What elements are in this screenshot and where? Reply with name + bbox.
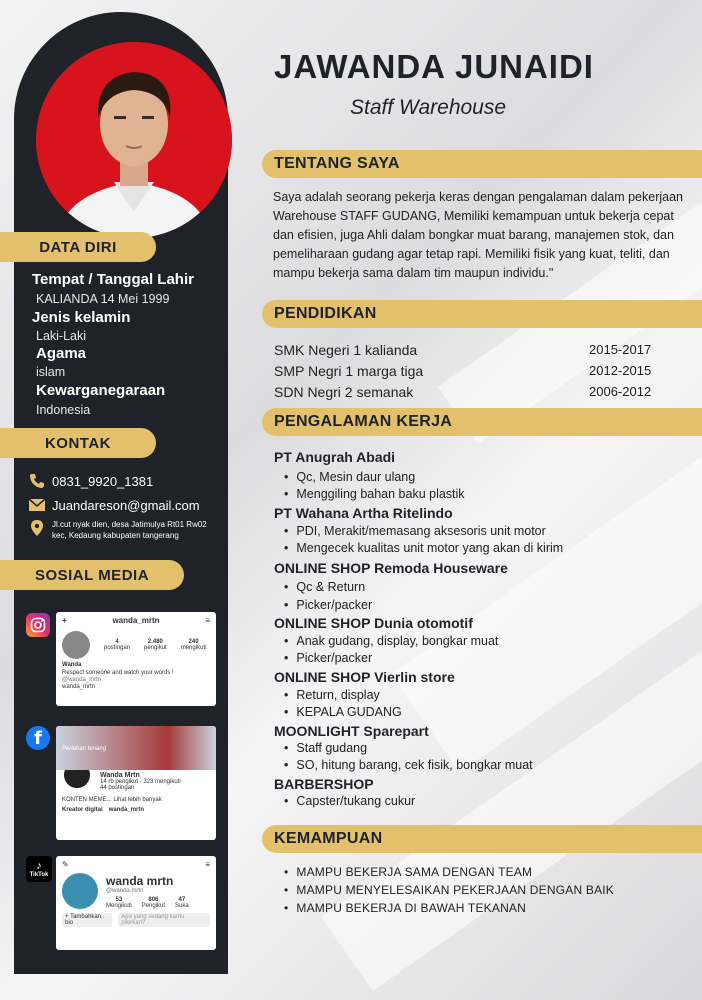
job-company: PT Wahana Artha Ritelindo bbox=[274, 505, 453, 521]
job-duty: • Capster/tukang cukur bbox=[284, 794, 415, 808]
agama-label: Agama bbox=[36, 345, 87, 362]
job-company: ONLINE SHOP Remoda Houseware bbox=[274, 560, 508, 576]
tt-following: 53 bbox=[115, 896, 123, 903]
kontak-heading: KONTAK bbox=[0, 428, 156, 458]
fb-posts: 44 postingan bbox=[100, 785, 135, 791]
tt-add-bio: + Tambahkan bio bbox=[62, 913, 112, 927]
warga-value: Indonesia bbox=[36, 403, 91, 417]
email-icon bbox=[28, 496, 46, 514]
ig-followers: 2.480 bbox=[147, 639, 163, 645]
tiktok-card bbox=[56, 856, 216, 950]
job-duty: • Qc & Return bbox=[284, 580, 365, 594]
ig-following-label: mengikuti bbox=[180, 645, 207, 651]
location-pin-icon bbox=[28, 519, 46, 537]
ig-display-name: Wanda bbox=[62, 662, 82, 668]
fb-content: KONTEN MEME... Lihat lebih banyak bbox=[62, 797, 162, 803]
job-duty: • Picker/packer bbox=[284, 598, 372, 612]
job-company: MOONLIGHT Sparepart bbox=[274, 723, 429, 739]
education-row bbox=[274, 342, 664, 358]
facebook-icon: f bbox=[26, 726, 50, 750]
ig-posts: 4 bbox=[115, 639, 119, 645]
gender-value: Laki-Laki bbox=[36, 329, 87, 343]
ig-followers-label: pengikut bbox=[144, 645, 167, 651]
fb-handle: wanda_mrtn bbox=[108, 807, 145, 813]
ig-username: wanda_mrtn bbox=[112, 616, 160, 625]
ig-following: 240 bbox=[188, 639, 199, 645]
job-duty: • Menggiling bahan baku plastik bbox=[284, 487, 465, 501]
school-years: 2012-2015 bbox=[589, 363, 652, 378]
skill-item: • MAMPU BEKERJA DI BAWAH TEKANAN bbox=[284, 901, 526, 915]
tt-note: Apa yang sedang kamu pikirkan? bbox=[118, 913, 210, 927]
address-line-1: Jl.cut nyak dien, desa Jatimulya Rt01 Rw02 bbox=[52, 520, 207, 529]
tt-menu-icon: ≡ bbox=[205, 860, 210, 869]
instagram-icon bbox=[26, 613, 50, 637]
ig-add-icon: + bbox=[62, 616, 67, 625]
school-name: SMK Negeri 1 kalianda bbox=[274, 342, 418, 358]
job-duty: • PDI, Merakit/memasang aksesoris unit motor bbox=[284, 524, 546, 538]
pendidikan-heading: PENDIDIKAN bbox=[262, 300, 702, 328]
profile-photo bbox=[36, 42, 232, 238]
ig-avatar bbox=[62, 631, 90, 659]
school-years: 2015-2017 bbox=[589, 342, 652, 357]
job-duty: • Anak gudang, display, bongkar muat bbox=[284, 634, 498, 648]
tt-followers: 806 bbox=[148, 896, 159, 903]
job-duty: • KEPALA GUDANG bbox=[284, 705, 402, 719]
skill-item: • MAMPU BEKERJA SAMA DENGAN TEAM bbox=[284, 865, 532, 879]
education-row bbox=[274, 384, 664, 400]
ig-bio-handle: @wanda_mrtn bbox=[62, 677, 102, 683]
ig-posts-label: postingan bbox=[104, 645, 131, 651]
job-company: PT Anugrah Abadi bbox=[274, 449, 396, 465]
sosial-media-heading: SOSIAL MEDIA bbox=[0, 560, 184, 590]
facebook-card bbox=[56, 726, 216, 840]
tt-handle: @wanda.mrtn bbox=[106, 887, 144, 894]
phone-text: 0831_9920_1381 bbox=[52, 473, 154, 489]
kemampuan-heading: KEMAMPUAN bbox=[262, 825, 702, 853]
fb-cover bbox=[56, 726, 216, 770]
job-duty: • Return, display bbox=[284, 688, 380, 702]
email-text: Juandareson@gmail.com bbox=[52, 497, 200, 513]
job-duty: • Mengecek kualitas unit motor yang akan di kirim bbox=[284, 541, 563, 555]
ttl-value: KALIANDA 14 Mei 1999 bbox=[36, 292, 170, 306]
job-role: Staff Warehouse bbox=[350, 96, 507, 119]
ig-menu-icon: ≡ bbox=[205, 616, 210, 625]
tt-likes: 47 bbox=[178, 896, 186, 903]
school-name: SDN Negri 2 semanak bbox=[274, 384, 414, 400]
address-line-2: kec, Kedaung kabupaten tangerang bbox=[52, 531, 179, 540]
job-duty: • Qc, Mesin daur ulang bbox=[284, 470, 415, 484]
pengalaman-heading: PENGALAMAN KERJA bbox=[262, 408, 702, 436]
job-duty: • SO, hitung barang, cek fisik, bongkar muat bbox=[284, 758, 533, 772]
ig-bio: Respect someone and watch your words ! bbox=[62, 670, 174, 676]
email-row bbox=[28, 496, 200, 514]
instagram-card bbox=[56, 612, 216, 706]
about-text: Saya adalah seorang pekerja keras dengan pengalaman dalam pekerjaan Warehouse STAFF GUDANG, Memiliki kemampuan untuk bekerja cepat dan efisien, juga Ahli dalam bongkar muat barang, manajemen stok, dan pemeliharaan gudang agar tetap rapi. Memiliki fisik yang kuat, teliti, dan mampu bekerja sama dalam tim maupun individu." bbox=[273, 190, 684, 280]
fb-name: Wanda Mrtn bbox=[100, 772, 140, 779]
tt-edit-icon: ✎ bbox=[62, 860, 69, 869]
school-years: 2006-2012 bbox=[589, 384, 652, 399]
gender-label: Jenis kelamin bbox=[32, 309, 131, 326]
agama-value: islam bbox=[36, 365, 66, 379]
tt-following-label: Mengikuti bbox=[106, 902, 132, 909]
school-name: SMP Negri 1 marga tiga bbox=[274, 363, 424, 379]
tt-likes-label: Suka bbox=[175, 902, 189, 909]
tiktok-icon: ♪ TikTok bbox=[26, 856, 52, 882]
tentang-heading: TENTANG SAYA bbox=[262, 150, 702, 178]
job-company: ONLINE SHOP Vierlin store bbox=[274, 669, 455, 685]
phone-icon bbox=[28, 472, 46, 490]
tiktok-icon-label: TikTok bbox=[29, 872, 49, 878]
tt-followers-label: Pengikut bbox=[141, 902, 166, 909]
job-company: ONLINE SHOP Dunia otomotif bbox=[274, 615, 473, 631]
phone-row bbox=[28, 472, 153, 490]
tt-name: wanda mrtn bbox=[106, 873, 174, 888]
fb-cover-label: Perlahan tenang bbox=[62, 746, 107, 752]
warga-label: Kewarganegaraan bbox=[36, 382, 166, 399]
job-duty: • Picker/packer bbox=[284, 651, 372, 665]
ig-link: wanda_mrtn bbox=[62, 684, 96, 690]
job-company: BARBERSHOP bbox=[274, 776, 374, 792]
fb-stats: 14 rb pengikut · 323 mengikuti bbox=[100, 779, 181, 785]
job-duty: • Staff gudang bbox=[284, 741, 367, 755]
fb-creator: Kreator digital bbox=[62, 807, 103, 813]
address-row bbox=[28, 519, 207, 541]
ttl-label: Tempat / Tanggal Lahir bbox=[32, 271, 194, 288]
tt-avatar bbox=[62, 873, 98, 909]
full-name: JAWANDA JUNAIDI bbox=[274, 48, 594, 85]
education-row bbox=[274, 363, 664, 379]
data-diri-heading: DATA DIRI bbox=[0, 232, 156, 262]
skill-item: • MAMPU MENYELESAIKAN PEKERJAAN DENGAN BAIK bbox=[284, 883, 614, 897]
